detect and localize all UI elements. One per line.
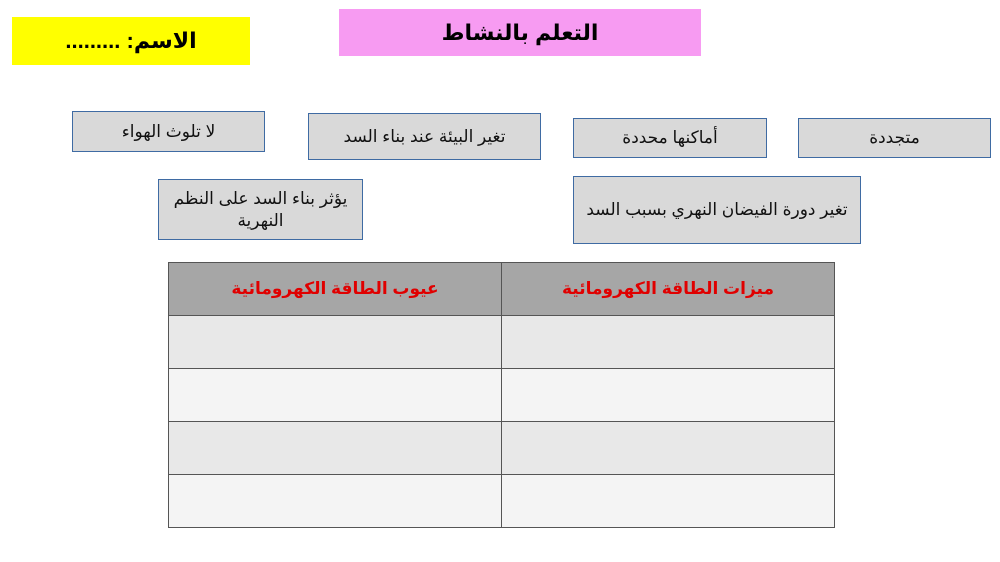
card-label: يؤثر بناء السد على النظم النهرية — [173, 189, 348, 230]
card-renewable[interactable] — [798, 118, 991, 158]
drop-zone-disadvantages[interactable] — [169, 475, 502, 528]
card-limited-locations[interactable] — [573, 118, 767, 158]
advantages-header: ميزات الطاقة الكهرومائية — [502, 263, 835, 316]
disadvantages-header: عيوب الطاقة الكهرومائية — [169, 263, 502, 316]
table-row — [169, 316, 835, 369]
table-row — [169, 422, 835, 475]
table-row — [169, 369, 835, 422]
name-field — [12, 17, 250, 65]
card-river-systems-impact[interactable] — [158, 179, 363, 240]
card-no-air-pollution[interactable] — [72, 111, 265, 152]
sorting-table — [168, 262, 835, 528]
drop-zone-advantages[interactable] — [502, 475, 835, 528]
drop-zone-disadvantages[interactable] — [169, 422, 502, 475]
drop-zone-disadvantages[interactable] — [169, 316, 502, 369]
card-label: متجددة — [869, 128, 920, 148]
card-label: أماكنها محددة — [622, 128, 718, 148]
card-environment-change[interactable] — [308, 113, 541, 160]
card-label: تغير البيئة عند بناء السد — [343, 126, 506, 146]
page-title — [339, 9, 701, 56]
drop-zone-advantages[interactable] — [502, 422, 835, 475]
card-label: لا تلوث الهواء — [121, 121, 216, 141]
table-row — [169, 475, 835, 528]
drop-zone-advantages[interactable] — [502, 316, 835, 369]
drop-zone-disadvantages[interactable] — [169, 369, 502, 422]
name-label: الاسم: ......... — [65, 28, 197, 53]
drop-zone-advantages[interactable] — [502, 369, 835, 422]
card-label: تغير دورة الفيضان النهري بسبب السد — [586, 200, 848, 220]
card-flood-cycle-change[interactable] — [573, 176, 861, 244]
page-title-text: التعلم بالنشاط — [441, 19, 599, 45]
